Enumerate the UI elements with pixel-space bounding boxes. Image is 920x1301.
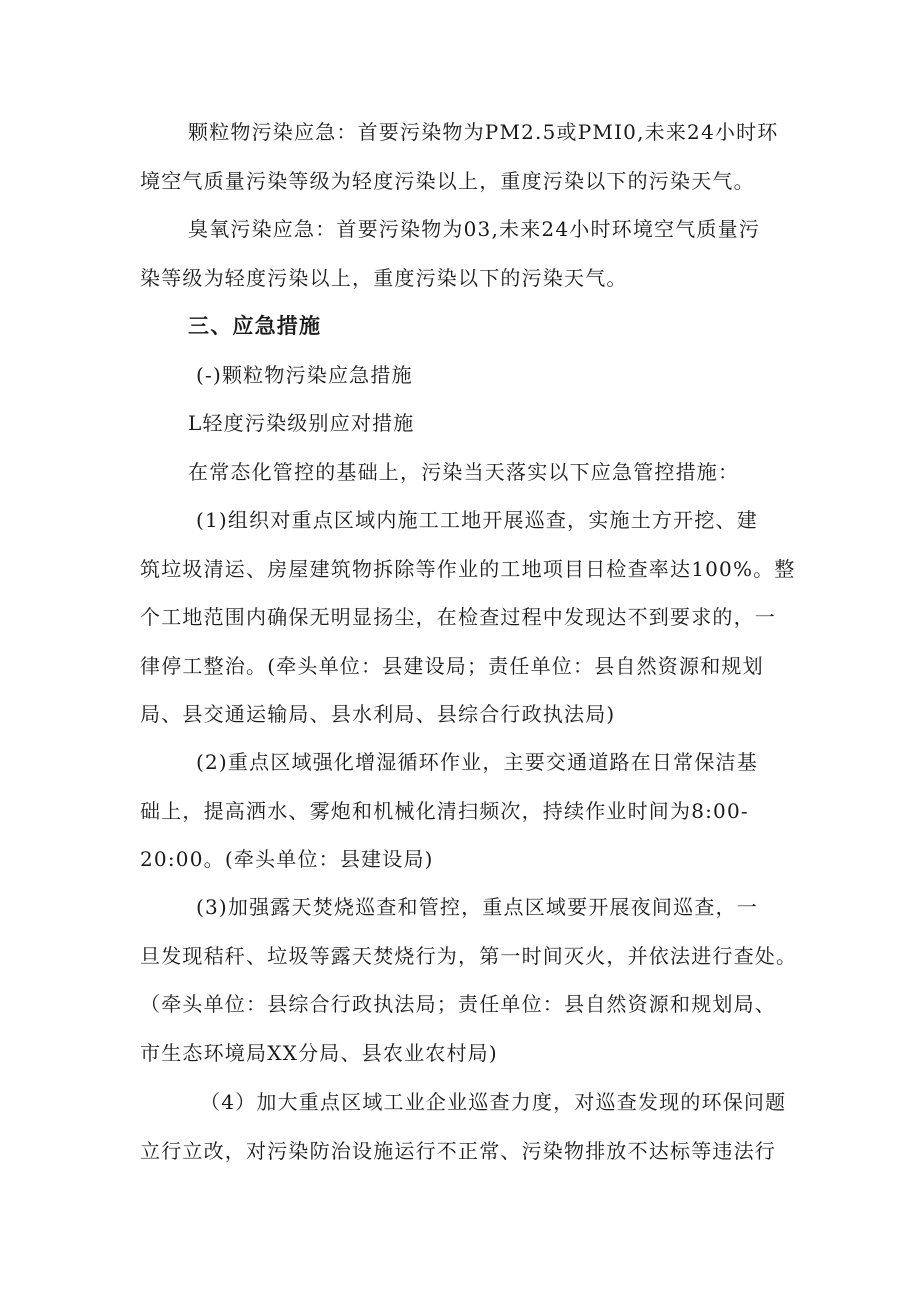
paragraph-line: 筑垃圾清运、房屋建筑物拆除等作业的工地项目日检查率达100%。整 xyxy=(140,557,796,581)
paragraph-line: 颗粒物污染应急：首要污染物为PM2.5或PMI0,未来24小时环 xyxy=(188,120,779,144)
paragraph-line: (1)组织对重点区域内施工工地开展巡查，实施土方开挖、建 xyxy=(196,508,758,532)
paragraph-line: 律停工整治。(牵头单位：县建设局；责任单位：县自然资源和规划 xyxy=(140,654,764,678)
paragraph-line: 个工地范围内确保无明显扬尘，在检查过程中发现达不到要求的，一 xyxy=(140,605,776,629)
paragraph-line: (2)重点区域强化增湿循环作业，主要交通道路在日常保洁基 xyxy=(196,750,758,774)
paragraph-line: 局、县交通运输局、县水利局、县综合行政执法局) xyxy=(140,702,616,726)
paragraph-line: 境空气质量污染等级为轻度污染以上，重度污染以下的污染天气。 xyxy=(140,169,755,193)
paragraph-line: 臭氧污染应急：首要污染物为03,未来24小时环境空气质量污 xyxy=(188,217,761,241)
paragraph-line: （牵头单位：县综合行政执法局；责任单位：县自然资源和规划局、 xyxy=(140,992,776,1016)
paragraph-line: 在常态化管控的基础上，污染当天落实以下应急管控措施： xyxy=(188,460,740,484)
paragraph-line: 旦发现秸秆、垃圾等露天焚烧行为，第一时间灭火，并依法进行查处。 xyxy=(140,944,798,968)
item-heading: L轻度污染级别应对措施 xyxy=(188,411,415,435)
paragraph-line: （4）加大重点区域工业企业巡查力度，对巡查发现的环保问题 xyxy=(200,1090,787,1114)
paragraph-line: 础上，提高洒水、雾炮和机械化清扫频次，持续作业时间为8:00- xyxy=(140,799,749,823)
paragraph-line: 染等级为轻度污染以上，重度污染以下的污染天气。 xyxy=(140,266,628,290)
paragraph-line: 市生态环境局XX分局、县农业农村局) xyxy=(140,1041,498,1065)
paragraph-line: 立行立改，对污染防治设施运行不正常、污染物排放不达标等违法行 xyxy=(140,1139,776,1163)
paragraph-line: 20:00。(牵头单位：县建设局) xyxy=(140,847,434,871)
subsection-heading: (-)颗粒物污染应急措施 xyxy=(196,363,413,387)
paragraph-line: (3)加强露天焚烧巡查和管控，重点区域要开展夜间巡查，一 xyxy=(196,895,758,919)
section-heading: 三、应急措施 xyxy=(188,314,322,338)
